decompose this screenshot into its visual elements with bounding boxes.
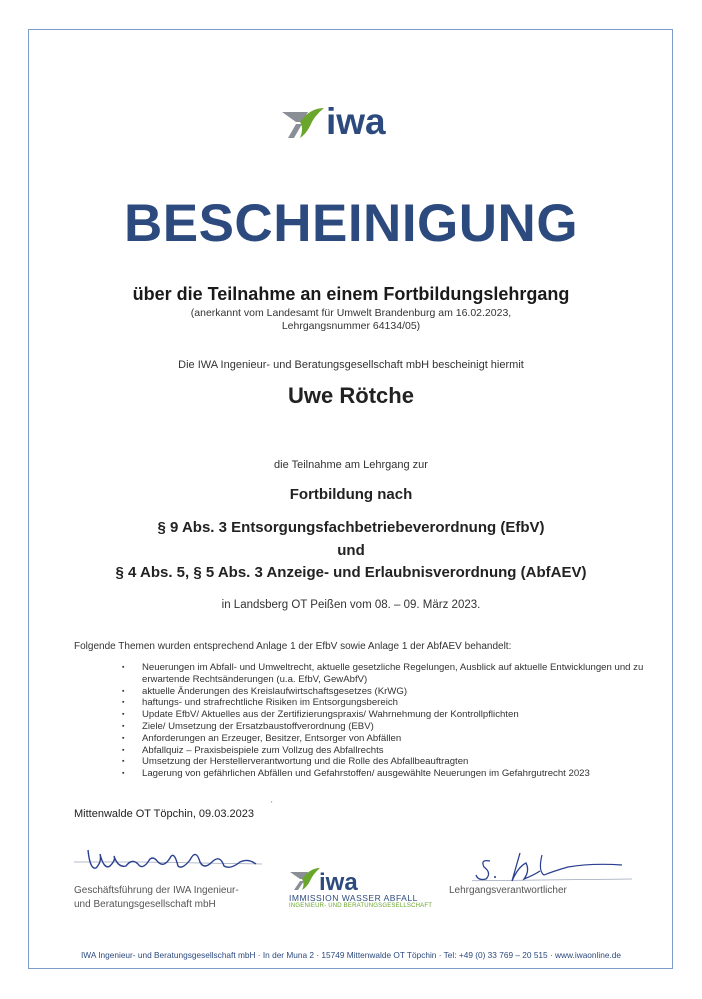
certificate-subtitle: über die Teilnahme an einem Fortbildungslehrgang bbox=[132, 284, 570, 304]
management-label-line-1: Geschäftsführung der IWA Ingenieur- bbox=[74, 885, 239, 896]
participant-name: Uwe Rötche bbox=[288, 383, 414, 408]
stamp-line-1: IMMISSION WASSER ABFALL bbox=[289, 893, 418, 903]
iwa-logo bbox=[280, 100, 420, 140]
list-item: ▪ Anforderungen an Erzeuger, Besitzer, Entsorger von Abfällen bbox=[122, 733, 662, 745]
certificate-title: BESCHEINIGUNG bbox=[123, 194, 579, 253]
footer-contact: IWA Ingenieur- und Beratungsgesellschaft mbH · In der Muna 2 · 15749 Mittenwalde OT Töpchin · Tel: +49 (0) 33 769 – 20 515 · www.iwaonline.de bbox=[81, 950, 621, 960]
management-signature bbox=[72, 840, 272, 880]
topics-list bbox=[122, 662, 662, 780]
list-item: ▪ Ziele/ Umsetzung der Ersatzbaustoffverordnung (EBV) bbox=[122, 721, 662, 733]
stamp-line-2: INGENIEUR- UND BERATUNGSGESELLSCHAFT bbox=[289, 903, 433, 909]
iwa-logo-mark-icon bbox=[282, 108, 324, 138]
topics-intro: Folgende Themen wurden entsprechend Anlage 1 der EfbV sowie Anlage 1 der AbfAEV behandelt: bbox=[74, 641, 512, 652]
regulation-2: § 4 Abs. 5, § 5 Abs. 3 Anzeige- und Erlaubnisverordnung (AbfAEV) bbox=[115, 564, 587, 581]
issuer-statement: Die IWA Ingenieur- und Beratungsgesellschaft mbH bescheinigt hiermit bbox=[178, 359, 524, 371]
list-item: ▪ Lagerung von gefährlichen Abfällen und Gefahrstoffen/ ausgewählte Neuerungen im Gefahrgutrecht 2023 bbox=[122, 768, 662, 780]
list-item: ▪ Abfallquiz – Praxisbeispiele zum Vollzug des Abfallrechts bbox=[122, 745, 662, 757]
recognition-line-2: Lehrgangsnummer 64134/05) bbox=[281, 320, 421, 332]
course-title: Fortbildung nach bbox=[289, 486, 413, 503]
iwa-stamp-mark-icon bbox=[290, 868, 320, 890]
list-item: ▪ Update EfbV/ Aktuelles aus der Zertifizierungspraxis/ Wahrnehmung der Kontrollpflichten bbox=[122, 709, 662, 721]
recognition-line-1: (anerkannt vom Landesamt für Umwelt Brandenburg am 16.02.2023, bbox=[190, 307, 512, 319]
management-label-line-2: und Beratungsgesellschaft mbH bbox=[74, 899, 216, 910]
iwa-logo-text: iwa bbox=[326, 101, 386, 140]
iwa-stamp-text: iwa bbox=[319, 869, 358, 896]
scan-mark: ' bbox=[271, 800, 273, 809]
conjunction: und bbox=[337, 542, 365, 559]
signing-place-date: Mittenwalde OT Töpchin, 09.03.2023 bbox=[74, 808, 254, 820]
list-item: ▪ Neuerungen im Abfall- und Umweltrecht, aktuelle gesetzliche Regelungen, Ausblick auf aktuelle Entwicklungen und zu erwartende Rechtsänderungen (u.a. EfbV, GewAbfV) bbox=[122, 662, 662, 686]
course-leader-label: Lehrgangsverantwortlicher bbox=[449, 885, 567, 896]
list-item: ▪ aktuelle Änderungen des Kreislaufwirtschaftsgesetzes (KrWG) bbox=[122, 686, 662, 698]
participation-text: die Teilnahme am Lehrgang zur bbox=[274, 459, 428, 471]
regulation-1: § 9 Abs. 3 Entsorgungsfachbetriebeverordnung (EfbV) bbox=[157, 519, 545, 536]
course-place-date: in Landsberg OT Peißen vom 08. – 09. März 2023. bbox=[221, 599, 481, 611]
list-item: ▪ haftungs- und strafrechtliche Risiken im Entsorgungsbereich bbox=[122, 697, 662, 709]
course-leader-signature bbox=[472, 845, 672, 890]
list-item: ▪ Umsetzung der Herstellerverantwortung und die Rolle des Abfallbeauftragten bbox=[122, 756, 662, 768]
